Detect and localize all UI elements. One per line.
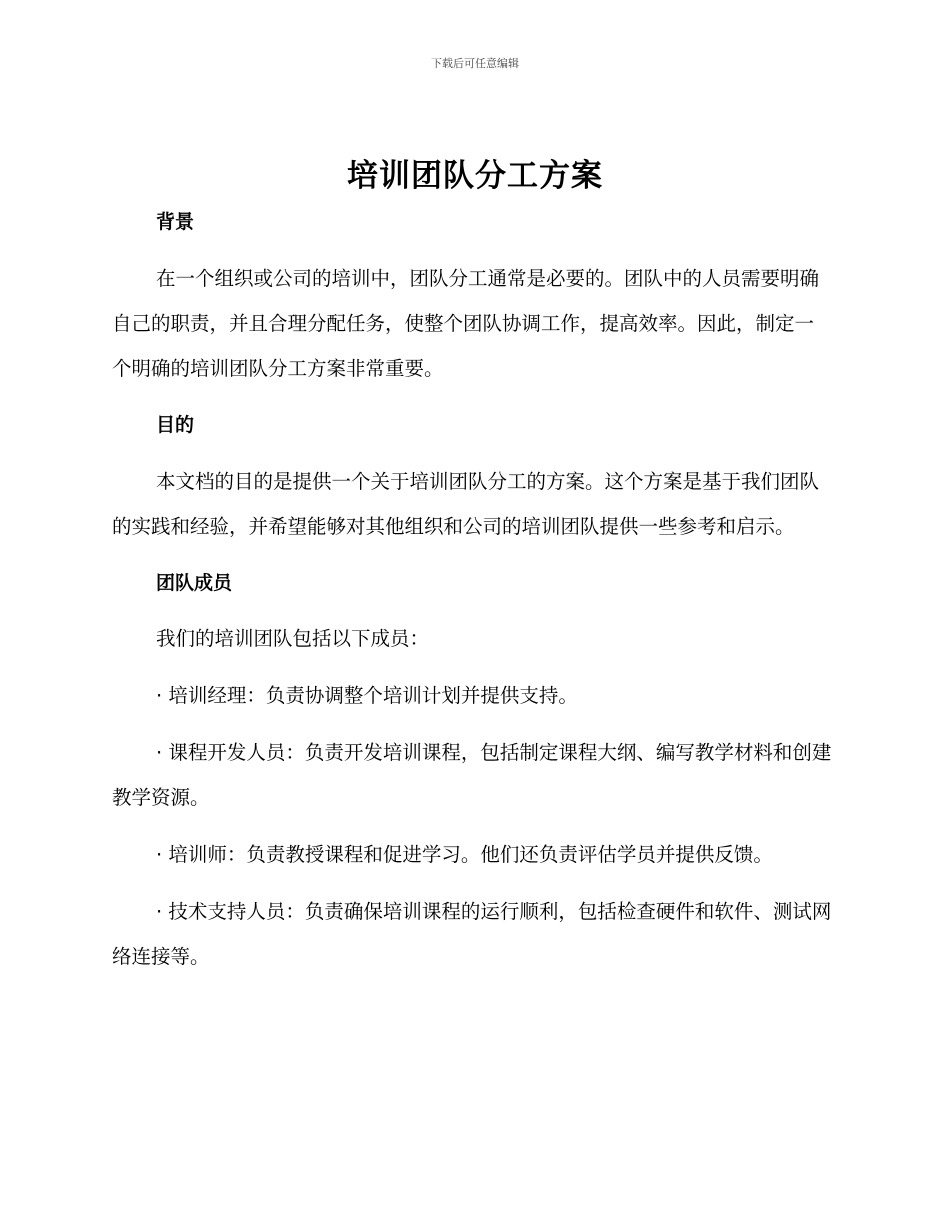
document-title: 培训团队分工方案 [347,158,603,194]
list-item-tech-support: · 技术支持人员：负责确保培训课程的运行顺利，包括检查硬件和软件、测试网络连接等。 [112,900,832,968]
paragraph-background: 在一个组织或公司的培训中，团队分工通常是必要的。团队中的人员需要明确自己的职责，并且合理分配任务，使整个团队协调工作，提高效率。因此，制定一个明确的培训团队分工方案非常重要。 [112,267,820,380]
list-item-training-manager: · 培训经理：负责协调整个培训计划并提供支持。 [156,684,578,707]
heading-background: 背景 [156,211,195,233]
list-item-course-developer: · 课程开发人员：负责开发培训课程，包括制定课程大纲、编写教学材料和创建教学资源。 [112,741,832,809]
heading-purpose: 目的 [156,414,195,436]
paragraph-purpose: 本文档的目的是提供一个关于培训团队分工的方案。这个方案是基于我们团队的实践和经验，并希望能够对其他组织和公司的培训团队提供一些参考和启示。 [112,470,820,538]
heading-team-members: 团队成员 [156,572,233,594]
page-header-note: 下载后可任意编辑 [431,57,519,70]
paragraph-members-intro: 我们的培训团队包括以下成员： [156,627,430,650]
document-body [112,202,832,979]
list-item-trainer: · 培训师：负责教授课程和促进学习。他们还负责评估学员并提供反馈。 [156,843,773,866]
